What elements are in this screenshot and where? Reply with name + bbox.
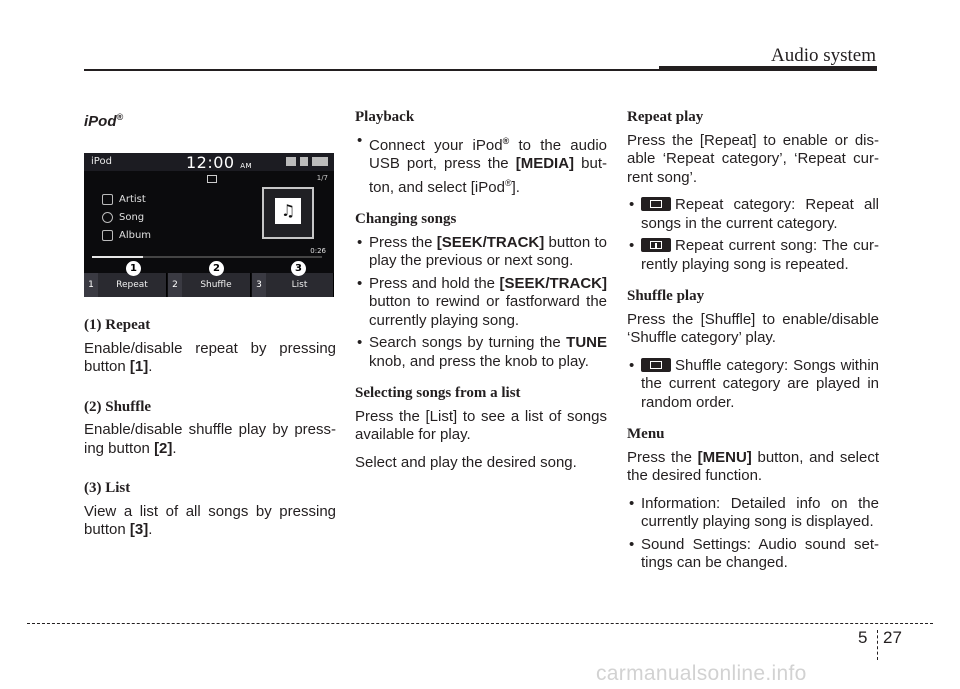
list-item: • Press the [SEEK/TRACK] button to play the previous or next song. bbox=[355, 234, 607, 271]
list-item: • Search songs by turning the TUNE knob, and press the knob to play. bbox=[355, 334, 607, 371]
ipod-screen-image bbox=[84, 153, 334, 297]
list-text: View a list of all songs by pressing button [3]. bbox=[84, 502, 336, 538]
column-2 bbox=[355, 108, 607, 481]
shuffle-button: Shuffle bbox=[182, 273, 251, 297]
shuffle-heading: (2) Shuffle bbox=[84, 398, 152, 415]
chapter-number: 5 bbox=[858, 628, 868, 647]
list-item: • Information: Detailed info on the currently playing song is displayed. bbox=[627, 495, 879, 532]
callout-3: 3 bbox=[291, 261, 306, 276]
repeat-button: Repeat bbox=[98, 273, 167, 297]
footer-rule bbox=[27, 623, 933, 624]
list-item: • Repeat current song: The cur-rently playing song is repeated. bbox=[627, 237, 879, 274]
progress-fill bbox=[92, 256, 143, 258]
list-item: Song bbox=[102, 208, 151, 226]
header-rule bbox=[84, 69, 659, 71]
menu-text: Press the [MENU] button, and select the desired function. bbox=[627, 448, 879, 484]
ipod-title: iPod® bbox=[84, 112, 124, 130]
screen-app-name: iPod bbox=[91, 156, 112, 167]
screen-clock: 12:00 AM bbox=[186, 153, 253, 172]
repeat-text: Enable/disable repeat by pressing button [1]. bbox=[84, 339, 336, 375]
callout-1: 1 bbox=[126, 261, 141, 276]
repeat-icon bbox=[207, 175, 217, 183]
changing-songs-list bbox=[355, 234, 607, 372]
screen-pager: 1/7 bbox=[316, 174, 328, 182]
menu-list bbox=[627, 495, 879, 573]
album-icon bbox=[102, 230, 113, 241]
list-heading: (3) List bbox=[84, 480, 131, 496]
watermark: carmanualsonline.info bbox=[596, 662, 807, 685]
list-item: • Shuffle category: Songs within the current category are played in random order. bbox=[627, 357, 879, 413]
menu-heading: Menu bbox=[627, 426, 665, 442]
repeat-play-text: Press the [Repeat] to enable or dis-able ‘Repeat category’, ‘Repeat cur-rent song’. bbox=[627, 131, 879, 186]
repeat-song-icon bbox=[641, 238, 671, 252]
playback-list bbox=[355, 132, 607, 198]
list-item: • Connect your iPod® to the audio USB port, press the [MEDIA] but-ton, and select [iPod®]. bbox=[355, 132, 607, 198]
status-icons bbox=[286, 157, 328, 166]
artist-icon bbox=[102, 194, 113, 205]
select-songs-text: Press the [List] to see a list of songs available for play. bbox=[355, 407, 607, 443]
header-rule-thick bbox=[659, 66, 877, 71]
screen-button-bar bbox=[84, 273, 334, 297]
song-icon bbox=[102, 212, 113, 223]
select-songs-text-2: Select and play the desired song. bbox=[355, 453, 577, 471]
list-item: • Press and hold the [SEEK/TRACK] button to rewind or fastforward the currently playing song. bbox=[355, 275, 607, 331]
button-number-3: 3 bbox=[252, 273, 266, 297]
album-art bbox=[262, 187, 314, 239]
page-number: 27 bbox=[883, 628, 902, 647]
shuffle-play-heading: Shuffle play bbox=[627, 288, 705, 304]
column-1 bbox=[84, 108, 336, 141]
repeat-heading: (1) Repeat bbox=[84, 317, 151, 333]
header-title: Audio system bbox=[770, 45, 876, 66]
list-button: List bbox=[266, 273, 334, 297]
list-item: • Repeat category: Repeat all songs in the current category. bbox=[627, 196, 879, 233]
footer-divider bbox=[877, 630, 878, 660]
button-number-1: 1 bbox=[84, 273, 98, 297]
shuffle-play-list bbox=[627, 357, 879, 413]
list-item: • Sound Settings: Audio sound set-tings can be changed. bbox=[627, 536, 879, 573]
shuffle-play-text: Press the [Shuffle] to enable/disable ‘Shuffle category’ play. bbox=[627, 310, 879, 346]
repeat-play-heading: Repeat play bbox=[627, 109, 704, 125]
changing-songs-heading: Changing songs bbox=[355, 211, 457, 227]
shuffle-icon bbox=[641, 358, 671, 372]
progress-bar bbox=[92, 256, 322, 258]
repeat-category-icon bbox=[641, 197, 671, 211]
playback-heading: Playback bbox=[355, 109, 415, 125]
button-number-2: 2 bbox=[168, 273, 182, 297]
music-note-icon: ♫ bbox=[275, 198, 301, 224]
repeat-play-list bbox=[627, 196, 879, 274]
column-1-body bbox=[84, 316, 336, 549]
list-item: Album bbox=[102, 226, 151, 244]
screen-category-list bbox=[102, 190, 151, 244]
shuffle-text: Enable/disable shuffle play by press-ing button [2]. bbox=[84, 421, 336, 457]
callout-2: 2 bbox=[209, 261, 224, 276]
list-item: Artist bbox=[102, 190, 151, 208]
select-songs-heading: Selecting songs from a list bbox=[355, 385, 521, 401]
play-time: 0:26 bbox=[310, 247, 326, 255]
column-3 bbox=[627, 108, 879, 582]
